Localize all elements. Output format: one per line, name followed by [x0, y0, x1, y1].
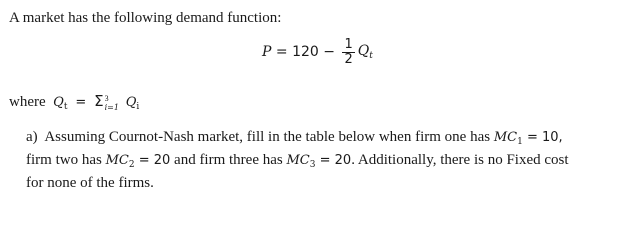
- demand-constant: 120: [292, 44, 319, 60]
- intro-text: A market has the following demand function:: [9, 10, 282, 26]
- where-lead: where: [9, 94, 50, 110]
- mc3-symbol: $MC_3$: [286, 153, 316, 170]
- part-a-line-2: firm two has $MC_2 = 20$ and firm three has $MC_3 = 20$. Additionally, there is no Fixed cost: [26, 152, 569, 170]
- summation-lower: i=1: [104, 102, 119, 112]
- summation-limits: [105, 94, 119, 112]
- mc1-value: = 10,: [522, 130, 563, 145]
- fraction-one-half: [342, 38, 354, 67]
- mc3-value: = 20: [315, 153, 352, 168]
- mc2-value: = 20: [134, 153, 171, 168]
- summation-symbol: Σ: [94, 92, 104, 110]
- summation-upper: 3: [104, 93, 109, 103]
- where-definition: [9, 92, 139, 112]
- part-a-question: [26, 128, 616, 192]
- quantity-total-symbol: $Q_t$: [357, 43, 373, 61]
- part-a-line-3: for none of the firms.: [26, 175, 154, 191]
- mc2-symbol: $MC_2$: [105, 153, 135, 170]
- equals-sign: =: [271, 44, 293, 60]
- total-quantity-symbol: $Q_t$: [53, 95, 68, 112]
- part-a-line-1: a) Assuming Cournot-Nash market, fill in the table below when firm one has $MC_1 = 10$,: [26, 129, 563, 147]
- fraction-numerator: 1: [344, 36, 353, 52]
- demand-equation: [262, 30, 373, 74]
- mc1-symbol: $MC_1$: [493, 130, 523, 147]
- firm-quantity-symbol: $Q_i$: [125, 95, 140, 112]
- fraction-denominator: 2: [344, 51, 353, 67]
- price-symbol: P: [262, 44, 272, 60]
- minus-sign: −: [318, 44, 340, 60]
- where-equals: =: [71, 95, 91, 110]
